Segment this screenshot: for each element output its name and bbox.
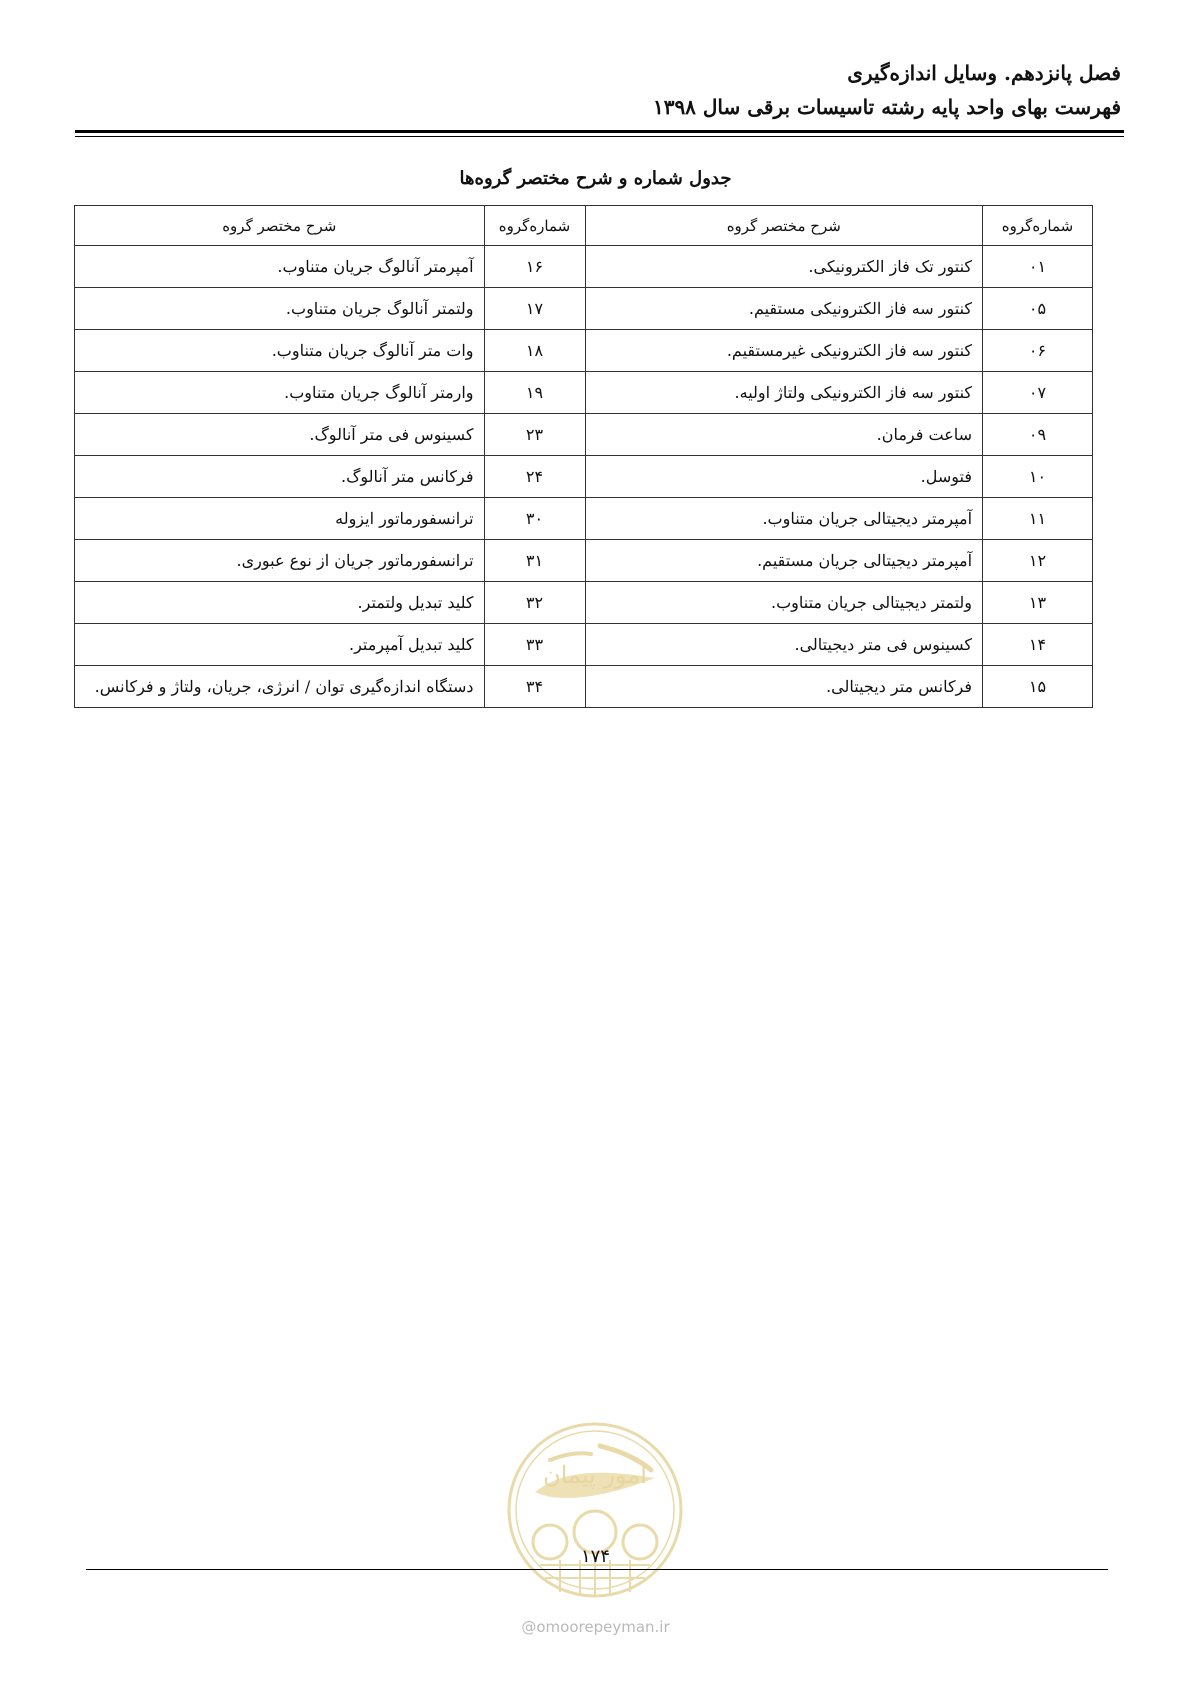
group-number-cell: ۰۹ xyxy=(983,414,1093,456)
description-cell: کنتور سه فاز الکترونیکی غیرمستقیم. xyxy=(585,330,983,372)
description-cell: کنتور تک فاز الکترونیکی. xyxy=(585,246,983,288)
group-number-cell: ۱۸ xyxy=(484,330,585,372)
table-row xyxy=(75,540,1093,582)
table-row xyxy=(75,246,1093,288)
group-number-cell: ۱۶ xyxy=(484,246,585,288)
description-cell: ساعت فرمان. xyxy=(585,414,983,456)
group-number-cell: ۳۰ xyxy=(484,498,585,540)
chapter-title: فصل پانزدهم. وسایل اندازه‌گیری xyxy=(847,61,1121,85)
description-cell: ترانسفورماتور جریان از نوع عبوری. xyxy=(75,540,485,582)
description-cell: کلید تبدیل ولتمتر. xyxy=(75,582,485,624)
header-description: شرح مختصر گروه xyxy=(585,206,983,246)
page-number: ۱۷۴ xyxy=(580,1546,610,1567)
group-number-cell: ۳۴ xyxy=(484,666,585,708)
table-row xyxy=(75,582,1093,624)
document-subtitle: فهرست بهای واحد پایه رشته تاسیسات برقی سال ۱۳۹۸ xyxy=(652,95,1121,119)
description-cell: ولتمتر دیجیتالی جریان متناوب. xyxy=(585,582,983,624)
group-number-cell: ۲۴ xyxy=(484,456,585,498)
footer-rule xyxy=(86,1569,1108,1570)
description-cell: آمپرمتر دیجیتالی جریان متناوب. xyxy=(585,498,983,540)
description-cell: وات متر آنالوگ جریان متناوب. xyxy=(75,330,485,372)
table-row xyxy=(75,456,1093,498)
table-row xyxy=(75,330,1093,372)
header-description: شرح مختصر گروه xyxy=(75,206,485,246)
group-number-cell: ۳۱ xyxy=(484,540,585,582)
table-header-row xyxy=(75,206,1093,246)
header-rule-thick xyxy=(75,130,1124,133)
table-row xyxy=(75,414,1093,456)
group-number-cell: ۲۳ xyxy=(484,414,585,456)
description-cell: کلید تبدیل آمپرمتر. xyxy=(75,624,485,666)
table-row xyxy=(75,372,1093,414)
page-header xyxy=(71,56,1121,124)
header-rule-thin xyxy=(75,136,1124,137)
table-body xyxy=(75,246,1093,708)
group-number-cell: ۳۳ xyxy=(484,624,585,666)
group-number-cell: ۱۴ xyxy=(983,624,1093,666)
group-number-cell: ۰۶ xyxy=(983,330,1093,372)
description-cell: کسینوس فی متر آنالوگ. xyxy=(75,414,485,456)
description-cell: آمپرمتر آنالوگ جریان متناوب. xyxy=(75,246,485,288)
group-number-cell: ۱۲ xyxy=(983,540,1093,582)
description-cell: فرکانس متر آنالوگ. xyxy=(75,456,485,498)
group-number-cell: ۰۷ xyxy=(983,372,1093,414)
watermark-text: امور پیمان xyxy=(543,1461,647,1489)
description-cell: کسینوس فی متر دیجیتالی. xyxy=(585,624,983,666)
group-number-cell: ۰۵ xyxy=(983,288,1093,330)
group-number-cell: ۱۹ xyxy=(484,372,585,414)
group-number-cell: ۱۱ xyxy=(983,498,1093,540)
table-row xyxy=(75,666,1093,708)
description-cell: فتوسل. xyxy=(585,456,983,498)
group-number-cell: ۱۷ xyxy=(484,288,585,330)
description-cell: کنتور سه فاز الکترونیکی ولتاژ اولیه. xyxy=(585,372,983,414)
group-number-cell: ۱۰ xyxy=(983,456,1093,498)
group-number-cell: ۱۳ xyxy=(983,582,1093,624)
header-group-number: شماره‌گروه xyxy=(484,206,585,246)
table-title: جدول شماره و شرح مختصر گروه‌ها xyxy=(459,168,732,189)
footer-website: @omoorepeyman.ir xyxy=(521,1618,670,1636)
description-cell: فرکانس متر دیجیتالی. xyxy=(585,666,983,708)
description-cell: دستگاه اندازه‌گیری توان / انرژی، جریان، ولتاژ و فرکانس. xyxy=(75,666,485,708)
group-number-cell: ۱۵ xyxy=(983,666,1093,708)
group-number-cell: ۳۲ xyxy=(484,582,585,624)
table-row xyxy=(75,624,1093,666)
description-cell: وارمتر آنالوگ جریان متناوب. xyxy=(75,372,485,414)
group-number-cell: ۰۱ xyxy=(983,246,1093,288)
description-cell: آمپرمتر دیجیتالی جریان مستقیم. xyxy=(585,540,983,582)
description-cell: ترانسفورماتور ایزوله xyxy=(75,498,485,540)
description-cell: ولتمتر آنالوگ جریان متناوب. xyxy=(75,288,485,330)
header-group-number: شماره‌گروه xyxy=(983,206,1093,246)
table-row xyxy=(75,288,1093,330)
description-cell: کنتور سه فاز الکترونیکی مستقیم. xyxy=(585,288,983,330)
groups-table xyxy=(74,205,1093,708)
table-row xyxy=(75,498,1093,540)
omoor-peyman-logo-watermark xyxy=(505,1420,685,1600)
